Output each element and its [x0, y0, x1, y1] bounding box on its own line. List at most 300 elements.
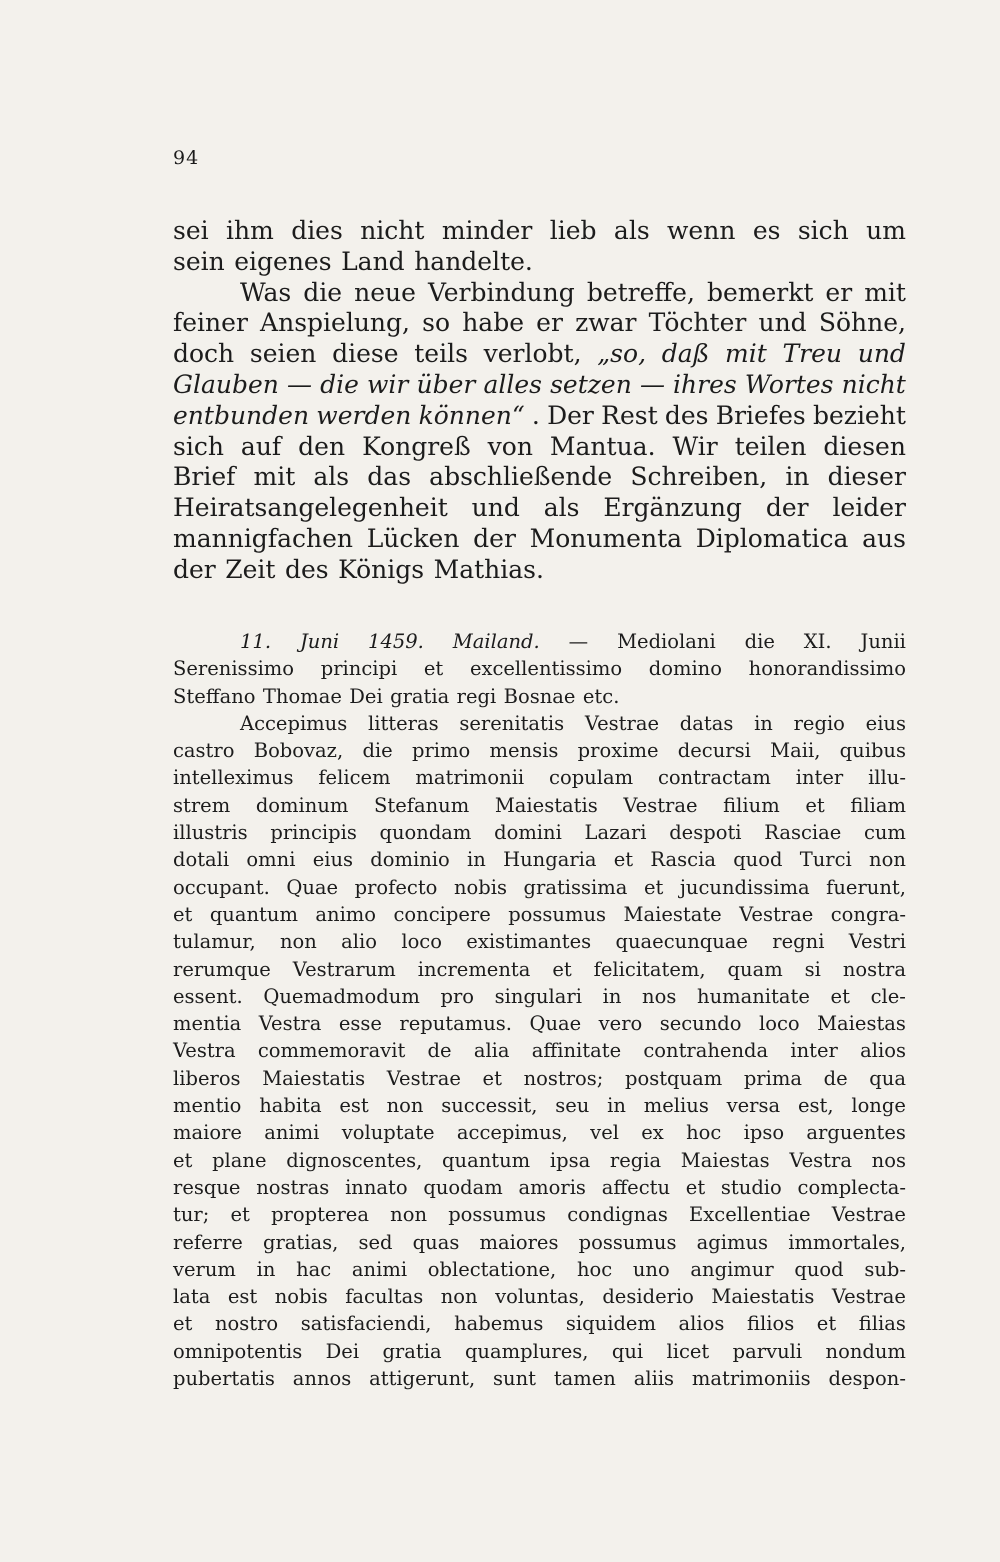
text-line: [173, 278, 906, 309]
word: felicitatem,: [593, 957, 706, 981]
text-line: [173, 792, 906, 819]
word: Vestrae: [623, 793, 698, 817]
word: attigerunt,: [369, 1367, 476, 1391]
text-line: [173, 956, 906, 983]
word: Vestra: [258, 1012, 322, 1036]
word: die: [320, 369, 359, 399]
word: Vestrae: [831, 1285, 906, 1309]
text-line: [173, 1229, 906, 1256]
word: intelleximus: [173, 766, 294, 790]
word: domini: [494, 821, 562, 845]
word: teilen: [734, 431, 807, 461]
word: hoc: [576, 1257, 613, 1281]
word: strem: [173, 793, 231, 817]
word: agimus: [696, 1230, 769, 1254]
word: qui: [611, 1339, 644, 1363]
word: abschließende: [429, 462, 613, 492]
word: pubertatis: [173, 1367, 275, 1391]
word: castro: [173, 739, 235, 763]
word: filium: [723, 793, 780, 817]
word: nos: [871, 1148, 906, 1172]
german-commentary: [173, 216, 906, 586]
word: non: [280, 930, 317, 954]
word: doch: [173, 339, 235, 369]
word: XI.: [803, 630, 832, 653]
text-line: [173, 1147, 906, 1174]
word: Töchter: [648, 308, 747, 338]
word: animo: [315, 902, 377, 926]
word: quod: [794, 1257, 844, 1281]
word: die: [362, 739, 393, 763]
word: loco: [758, 1012, 800, 1036]
page-number: 94: [173, 147, 200, 169]
text-line: [173, 737, 906, 764]
word: Serenissimo: [173, 657, 295, 681]
word: illu-: [868, 766, 906, 790]
word: —: [568, 630, 589, 653]
word: sei: [173, 216, 209, 245]
word: und: [758, 308, 807, 338]
word: des: [284, 554, 329, 584]
word: der: [765, 493, 809, 523]
word: bemerkt: [706, 277, 814, 307]
word: omni: [246, 848, 296, 872]
word: non: [440, 1285, 478, 1309]
word: sich: [173, 431, 224, 461]
word: quamplures,: [464, 1339, 589, 1363]
word: der: [473, 523, 516, 553]
word: Maiestate: [623, 902, 722, 926]
word: quod: [733, 848, 783, 872]
word: Brief: [173, 462, 236, 492]
word: Vestra: [173, 1039, 236, 1063]
word: sub-: [864, 1257, 906, 1281]
word: est: [227, 1285, 258, 1309]
word: despon-: [828, 1367, 906, 1391]
text-line: [173, 1338, 906, 1365]
word: es: [752, 216, 781, 245]
word: arguentes: [806, 1121, 906, 1145]
word: Mathias.: [433, 554, 544, 584]
word: gratia: [382, 1339, 442, 1363]
text-line: [173, 1256, 906, 1283]
word: proxime: [577, 739, 659, 763]
word: litteras: [367, 711, 439, 735]
word: matrimonii: [415, 766, 525, 790]
word: können“: [418, 400, 525, 430]
word: Söhne,: [818, 308, 906, 338]
latin-letter: [173, 628, 906, 1392]
word: ihres: [673, 369, 737, 399]
word: non: [869, 848, 906, 872]
word: gratia: [390, 684, 450, 708]
word: tamen: [553, 1367, 616, 1391]
word: er: [536, 308, 563, 338]
word: ipso: [743, 1121, 785, 1145]
word: de: [427, 1039, 452, 1063]
word: alios: [678, 1312, 725, 1336]
word: possumus: [448, 1203, 547, 1227]
text-line: [173, 401, 906, 432]
word: quam: [727, 957, 783, 981]
word: sunt: [493, 1367, 536, 1391]
word: illustris: [173, 821, 248, 845]
word: inter: [795, 766, 844, 790]
word: ipsa: [549, 1148, 591, 1172]
word: prima: [743, 1066, 802, 1090]
word: referre: [173, 1230, 243, 1254]
word: principis: [270, 821, 357, 845]
word: decursi: [677, 739, 751, 763]
word: leider: [832, 493, 906, 523]
word: die: [744, 630, 775, 653]
word: Mantua.: [549, 431, 656, 461]
word: gratissima: [523, 875, 628, 899]
word: Vestrae: [584, 711, 660, 735]
word: Heiratsangelegenheit: [173, 493, 448, 523]
word: „so,: [597, 339, 647, 369]
word: tulamur,: [173, 930, 256, 954]
word: occupant.: [173, 875, 270, 899]
word: in: [785, 462, 810, 492]
word: Lazari: [584, 821, 647, 845]
word: teils: [414, 339, 468, 369]
word: et: [830, 984, 850, 1008]
word: voluptate: [341, 1121, 435, 1145]
word: voluntas,: [495, 1285, 585, 1309]
word: eius: [865, 711, 906, 735]
word: serenitatis: [459, 711, 565, 735]
word: lata: [173, 1285, 211, 1309]
word: congra-: [830, 902, 906, 926]
word: das: [367, 462, 412, 492]
word: hoc: [686, 1121, 722, 1145]
word: 11.: [240, 630, 272, 653]
word: esse: [338, 1012, 382, 1036]
text-line: [173, 1174, 906, 1201]
word: et: [173, 1148, 193, 1172]
word: et: [643, 875, 664, 899]
word: alios: [860, 1039, 906, 1063]
word: dotali: [173, 848, 230, 872]
word: nobis: [274, 1285, 328, 1309]
word: longe: [851, 1094, 906, 1118]
word: auf: [240, 431, 282, 461]
word: in: [754, 711, 773, 735]
word: felicem: [318, 766, 391, 790]
word: versa: [726, 1094, 781, 1118]
word: reputamus.: [399, 1012, 513, 1036]
word: nostro: [214, 1312, 279, 1336]
word: non: [386, 1094, 424, 1118]
word: etc.: [582, 684, 620, 708]
word: und: [857, 339, 906, 369]
word: immortales,: [788, 1230, 906, 1254]
word: maiores: [479, 1230, 559, 1254]
word: Zeit: [225, 554, 276, 584]
word: quantum: [442, 1148, 531, 1172]
word: Vestri: [848, 930, 906, 954]
text-line: [173, 1037, 906, 1064]
text-line: [173, 1065, 906, 1092]
word: der: [173, 554, 216, 584]
word: Kongreß: [362, 431, 471, 461]
text-line: [173, 846, 906, 873]
text-line: [173, 339, 906, 370]
word: als: [613, 216, 650, 245]
word: omnipotentis: [173, 1339, 303, 1363]
word: aus: [862, 523, 906, 553]
word: über: [416, 369, 476, 399]
word: Vestrae: [386, 1066, 461, 1090]
word: mit: [725, 339, 767, 369]
word: nostras: [256, 1175, 330, 1199]
word: Accepimus: [240, 711, 348, 735]
word: oblectatione,: [427, 1257, 557, 1281]
word: nicht: [360, 216, 425, 245]
word: Quemadmodum: [263, 984, 420, 1008]
word: Juni: [299, 630, 340, 653]
word: vero: [598, 1012, 643, 1036]
word: habemus: [454, 1312, 544, 1336]
word: feiner: [173, 308, 248, 338]
word: et: [173, 1312, 193, 1336]
text-line: [173, 983, 906, 1010]
word: Maiestas: [817, 1012, 906, 1036]
word: vel: [590, 1121, 619, 1145]
word: in: [467, 848, 486, 872]
word: in: [256, 1257, 276, 1281]
text-line: [173, 683, 906, 710]
word: Ergänzung: [603, 493, 742, 523]
word: Rascia: [650, 848, 716, 872]
word: Dei: [325, 1339, 360, 1363]
word: si: [804, 957, 821, 981]
word: et: [423, 657, 444, 681]
word: dominum: [255, 793, 349, 817]
word: de: [823, 1066, 848, 1090]
word: possumus: [578, 1230, 677, 1254]
word: contractam: [657, 766, 771, 790]
word: et: [805, 793, 825, 817]
word: daß: [661, 339, 710, 369]
word: complecta-: [797, 1175, 906, 1199]
word: verlobt,: [483, 339, 582, 369]
word: die: [303, 277, 343, 307]
word: Vestrarum: [292, 957, 396, 981]
text-line: [173, 1365, 906, 1392]
word: quantum: [209, 902, 298, 926]
text-line: [173, 1119, 906, 1146]
word: nostra: [842, 957, 906, 981]
word: dominio: [370, 848, 450, 872]
word: et: [685, 1175, 706, 1199]
word: pro: [440, 984, 475, 1008]
word: .: [531, 400, 540, 430]
word: als: [313, 462, 350, 492]
word: regio: [793, 711, 845, 735]
word: secundo: [659, 1012, 742, 1036]
word: et: [613, 848, 634, 872]
word: Turci: [799, 848, 852, 872]
word: melius: [643, 1094, 709, 1118]
word: quondam: [379, 821, 472, 845]
word: er: [825, 277, 853, 307]
word: handelte.: [414, 246, 533, 276]
word: mentia: [173, 1012, 242, 1036]
word: Junii: [860, 630, 906, 653]
word: Quae: [286, 875, 339, 899]
text-line: [173, 370, 906, 401]
word: dieser: [827, 462, 906, 492]
word: cle-: [870, 984, 906, 1008]
word: als: [543, 493, 580, 523]
word: successit,: [441, 1094, 538, 1118]
word: Wortes: [744, 369, 834, 399]
word: dies: [291, 216, 343, 245]
word: filiam: [850, 793, 906, 817]
word: Der: [547, 400, 594, 430]
word: qua: [869, 1066, 906, 1090]
word: Land: [341, 246, 405, 276]
word: mit: [253, 462, 296, 492]
word: minder: [441, 216, 533, 245]
word: accepimus,: [456, 1121, 568, 1145]
word: mannigfachen: [173, 523, 353, 553]
word: postquam: [624, 1066, 723, 1090]
word: et: [482, 1066, 502, 1090]
word: Maiestatis: [262, 1066, 366, 1090]
word: sed: [358, 1230, 393, 1254]
word: cum: [863, 821, 906, 845]
text-line: [173, 308, 906, 339]
word: est: [339, 1094, 369, 1118]
word: regia: [609, 1148, 662, 1172]
word: innato: [345, 1175, 408, 1199]
text-line: [173, 928, 906, 955]
word: despoti: [669, 821, 742, 845]
word: tur;: [173, 1203, 210, 1227]
word: quas: [412, 1230, 460, 1254]
word: Rest: [601, 400, 658, 430]
word: possumus: [508, 902, 607, 926]
word: maiore: [173, 1121, 242, 1145]
word: contrahenda: [643, 1039, 769, 1063]
word: setzen: [550, 369, 632, 399]
word: —: [639, 369, 665, 399]
text-line: [173, 462, 906, 493]
text-line: [173, 1283, 906, 1310]
word: rerumque: [173, 957, 271, 981]
word: quodam: [423, 1175, 503, 1199]
word: aliis: [633, 1367, 675, 1391]
word: Hungaria: [503, 848, 597, 872]
word: alia: [473, 1039, 510, 1063]
word: in: [602, 984, 622, 1008]
text-line: [173, 247, 906, 278]
word: parvuli: [732, 1339, 803, 1363]
word: filias: [858, 1312, 906, 1336]
word: mentio: [173, 1094, 242, 1118]
word: affectu: [601, 1175, 671, 1199]
word: Mailand.: [452, 630, 540, 653]
word: Maiestatis: [711, 1285, 815, 1309]
word: filios: [746, 1312, 795, 1336]
word: seu: [555, 1094, 590, 1118]
word: entbunden: [173, 400, 310, 430]
word: so: [422, 308, 451, 338]
word: affinitate: [531, 1039, 622, 1063]
text-line: [173, 710, 906, 737]
word: Wir: [672, 431, 718, 461]
word: facultas: [345, 1285, 424, 1309]
word: Vestrae: [739, 902, 814, 926]
word: regi: [456, 684, 497, 708]
word: bezieht: [812, 400, 906, 430]
word: ihm: [226, 216, 274, 245]
word: Mediolani: [617, 630, 716, 653]
word: dignoscentes,: [286, 1148, 423, 1172]
text-line: [173, 874, 906, 901]
word: animi: [351, 1257, 408, 1281]
word: animi: [264, 1121, 320, 1145]
text-line: [173, 1010, 906, 1037]
word: —: [286, 369, 312, 399]
word: profecto: [354, 875, 438, 899]
word: Maiestas: [680, 1148, 770, 1172]
word: des: [664, 400, 709, 430]
word: et: [230, 1203, 250, 1227]
word: alio: [341, 930, 378, 954]
word: eigenes: [234, 246, 332, 276]
word: Quae: [529, 1012, 582, 1036]
word: werden: [316, 400, 412, 430]
word: studio: [720, 1175, 782, 1199]
text-line: [173, 819, 906, 846]
word: lieb: [549, 216, 597, 245]
word: wir: [367, 369, 409, 399]
word: um: [866, 216, 906, 245]
word: hac: [296, 1257, 332, 1281]
word: in: [607, 1094, 626, 1118]
word: Maiestatis: [494, 793, 598, 817]
word: inter: [790, 1039, 838, 1063]
word: eius: [312, 848, 354, 872]
word: Königs: [338, 554, 425, 584]
word: essent.: [173, 984, 243, 1008]
word: gratias,: [262, 1230, 339, 1254]
word: singulari: [494, 984, 582, 1008]
word: Treu: [782, 339, 843, 369]
word: 1459.: [368, 630, 424, 653]
word: uno: [632, 1257, 670, 1281]
word: humanitate: [697, 984, 810, 1008]
word: commemoravit: [257, 1039, 406, 1063]
word: Bosnae: [503, 684, 576, 708]
text-line: [173, 555, 906, 586]
word: nicht: [841, 369, 906, 399]
word: zwar: [575, 308, 637, 338]
word: satisfaciendi,: [300, 1312, 432, 1336]
word: amoris: [518, 1175, 586, 1199]
word: Maii,: [770, 739, 821, 763]
text-line: [173, 1310, 906, 1337]
word: ex: [641, 1121, 664, 1145]
word: mit: [864, 277, 906, 307]
word: est,: [797, 1094, 834, 1118]
word: et: [173, 902, 193, 926]
word: copulam: [549, 766, 634, 790]
